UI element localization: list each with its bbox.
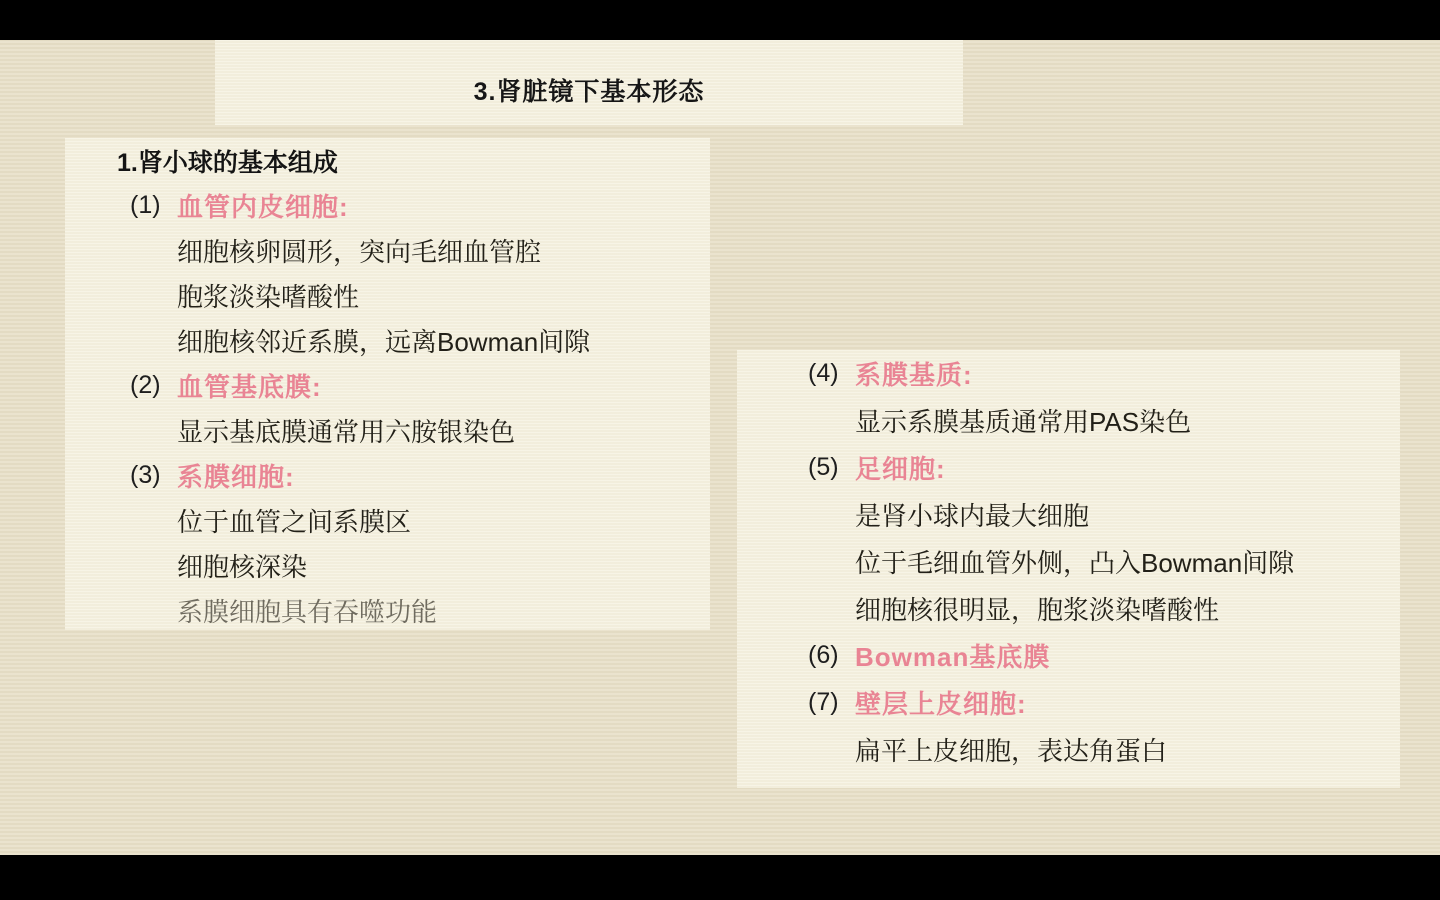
detail-line: 细胞核深染 [177,552,308,582]
list-item [65,363,710,408]
right-panel [737,350,1400,788]
detail-line: 位于血管之间系膜区 [177,507,412,537]
title-panel [215,40,963,125]
detail-line: 细胞核卵圆形，突向毛细血管腔 [177,237,542,267]
list-item-number: (6) [808,641,839,669]
detail-line: 系膜细胞具有吞噬功能 [177,597,438,627]
slide-background [0,40,1440,855]
detail-line: 胞浆淡染嗜酸性 [177,282,360,312]
list-item [737,679,1400,726]
detail-line: 细胞核邻近系膜，远离Bowman间隙 [177,327,591,357]
list-item-number: (2) [130,371,161,399]
detail-line: 是肾小球内最大细胞 [855,501,1090,531]
list-item-term: 系膜细胞: [177,462,295,492]
slide-title: 3.肾脏镜下基本形态 [473,77,705,106]
list-item [737,444,1400,491]
detail-line: 显示基底膜通常用六胺银染色 [177,417,516,447]
top-letterbox-bar [0,0,1440,40]
list-item-term: 足细胞: [855,454,946,484]
list-item [737,350,1400,397]
list-item-term: 壁层上皮细胞: [855,689,1027,719]
bottom-letterbox-bar [0,855,1440,900]
list-item-number: (4) [808,359,839,387]
detail-line: 细胞核很明显，胞浆淡染嗜酸性 [855,595,1220,625]
list-item-term: 系膜基质: [855,360,973,390]
list-item-term: Bowman基底膜 [855,642,1051,672]
list-item-term: 血管内皮细胞: [177,192,349,222]
list-item [737,632,1400,679]
left-panel [65,138,710,630]
detail-line: 显示系膜基质通常用PAS染色 [855,407,1192,437]
section-heading: 1.肾小球的基本组成 [117,148,338,177]
list-item-number: (3) [130,461,161,489]
list-item-term: 血管基底膜: [177,372,322,402]
detail-line: 扁平上皮细胞，表达角蛋白 [855,736,1168,766]
list-item [65,453,710,498]
list-item-number: (5) [808,453,839,481]
list-item-number: (1) [130,191,161,219]
detail-line: 位于毛细血管外侧，凸入Bowman间隙 [855,548,1295,578]
list-item [65,183,710,228]
list-item-number: (7) [808,688,839,716]
